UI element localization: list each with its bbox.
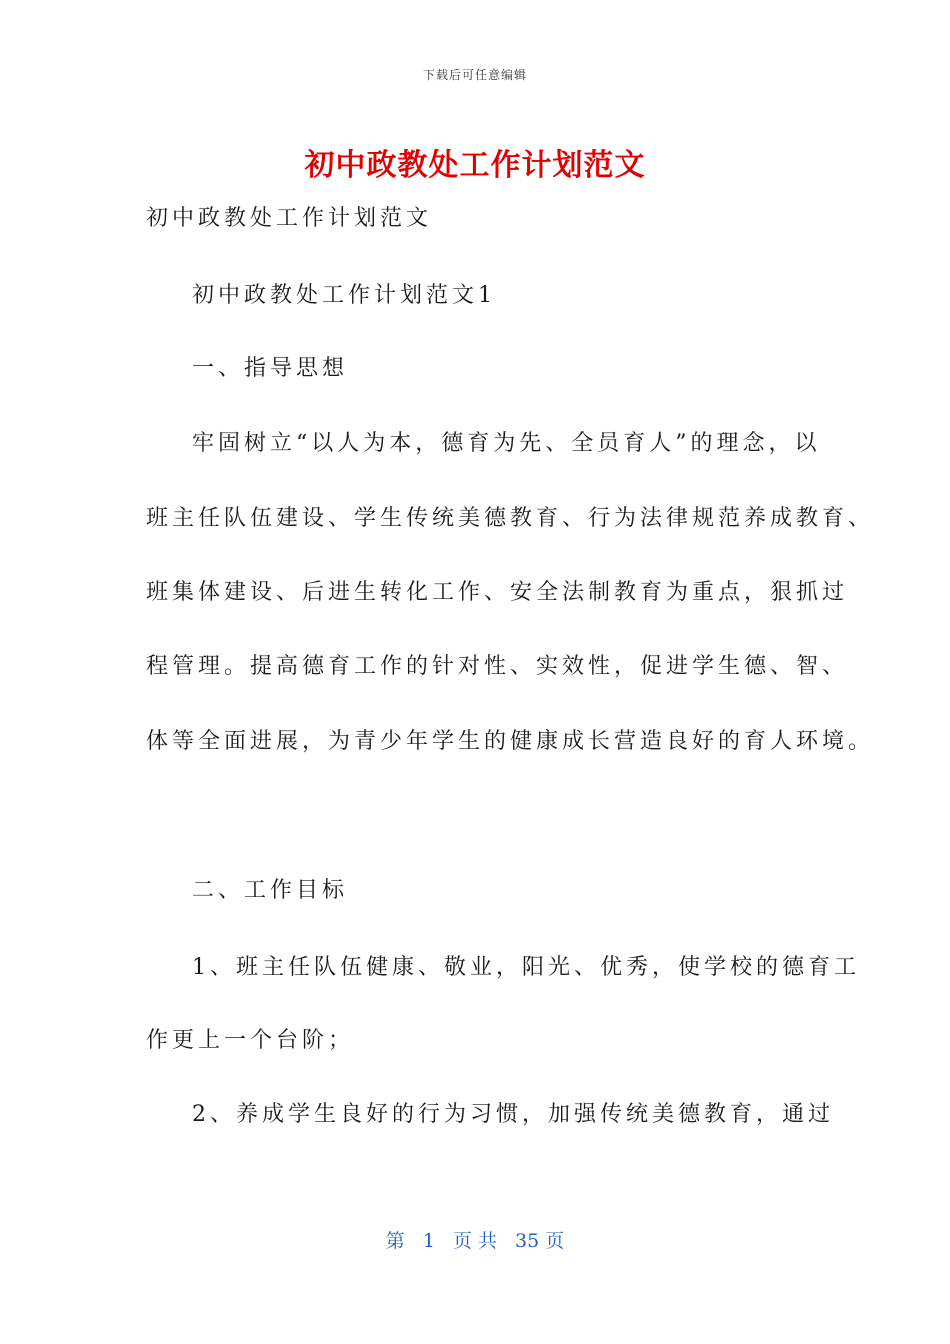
footer-total-pages: 35 [515, 1230, 540, 1252]
section-heading: 二、工作目标 [192, 878, 349, 903]
document-title: 初中政教处工作计划范文 [304, 148, 646, 183]
section-heading: 初中政教处工作计划范文1 [192, 283, 496, 308]
header-note: 下载后可任意编辑 [422, 68, 527, 82]
footer-middle: 页 共 [452, 1230, 497, 1252]
footer-prefix: 第 [385, 1230, 405, 1252]
paragraph-line: 作更上一个台阶； [146, 1028, 355, 1053]
section-heading: 一、指导思想 [192, 356, 349, 381]
paragraph-line: 班主任队伍建设、学生传统美德教育、行为法律规范养成教育、 [146, 506, 875, 531]
page-footer [0, 1226, 950, 1253]
subtitle-line: 初中政教处工作计划范文 [146, 206, 433, 231]
paragraph-line: 2、养成学生良好的行为习惯，加强传统美德教育，通过 [192, 1102, 834, 1127]
footer-current-page: 1 [422, 1230, 435, 1252]
paragraph-line: 牢固树立“以人为本，德育为先、全员育人”的理念，以 [192, 431, 821, 456]
paragraph-line: 1、班主任队伍健康、敬业，阳光、优秀，使学校的德育工 [192, 955, 860, 980]
paragraph-line: 体等全面进展，为青少年学生的健康成长营造良好的育人环境。 [146, 729, 875, 754]
paragraph-line: 班集体建设、后进生转化工作、安全法制教育为重点，狠抓过 [146, 580, 849, 605]
paragraph-line: 程管理。提高德育工作的针对性、实效性，促进学生德、智、 [146, 654, 849, 679]
footer-suffix: 页 [545, 1230, 565, 1252]
